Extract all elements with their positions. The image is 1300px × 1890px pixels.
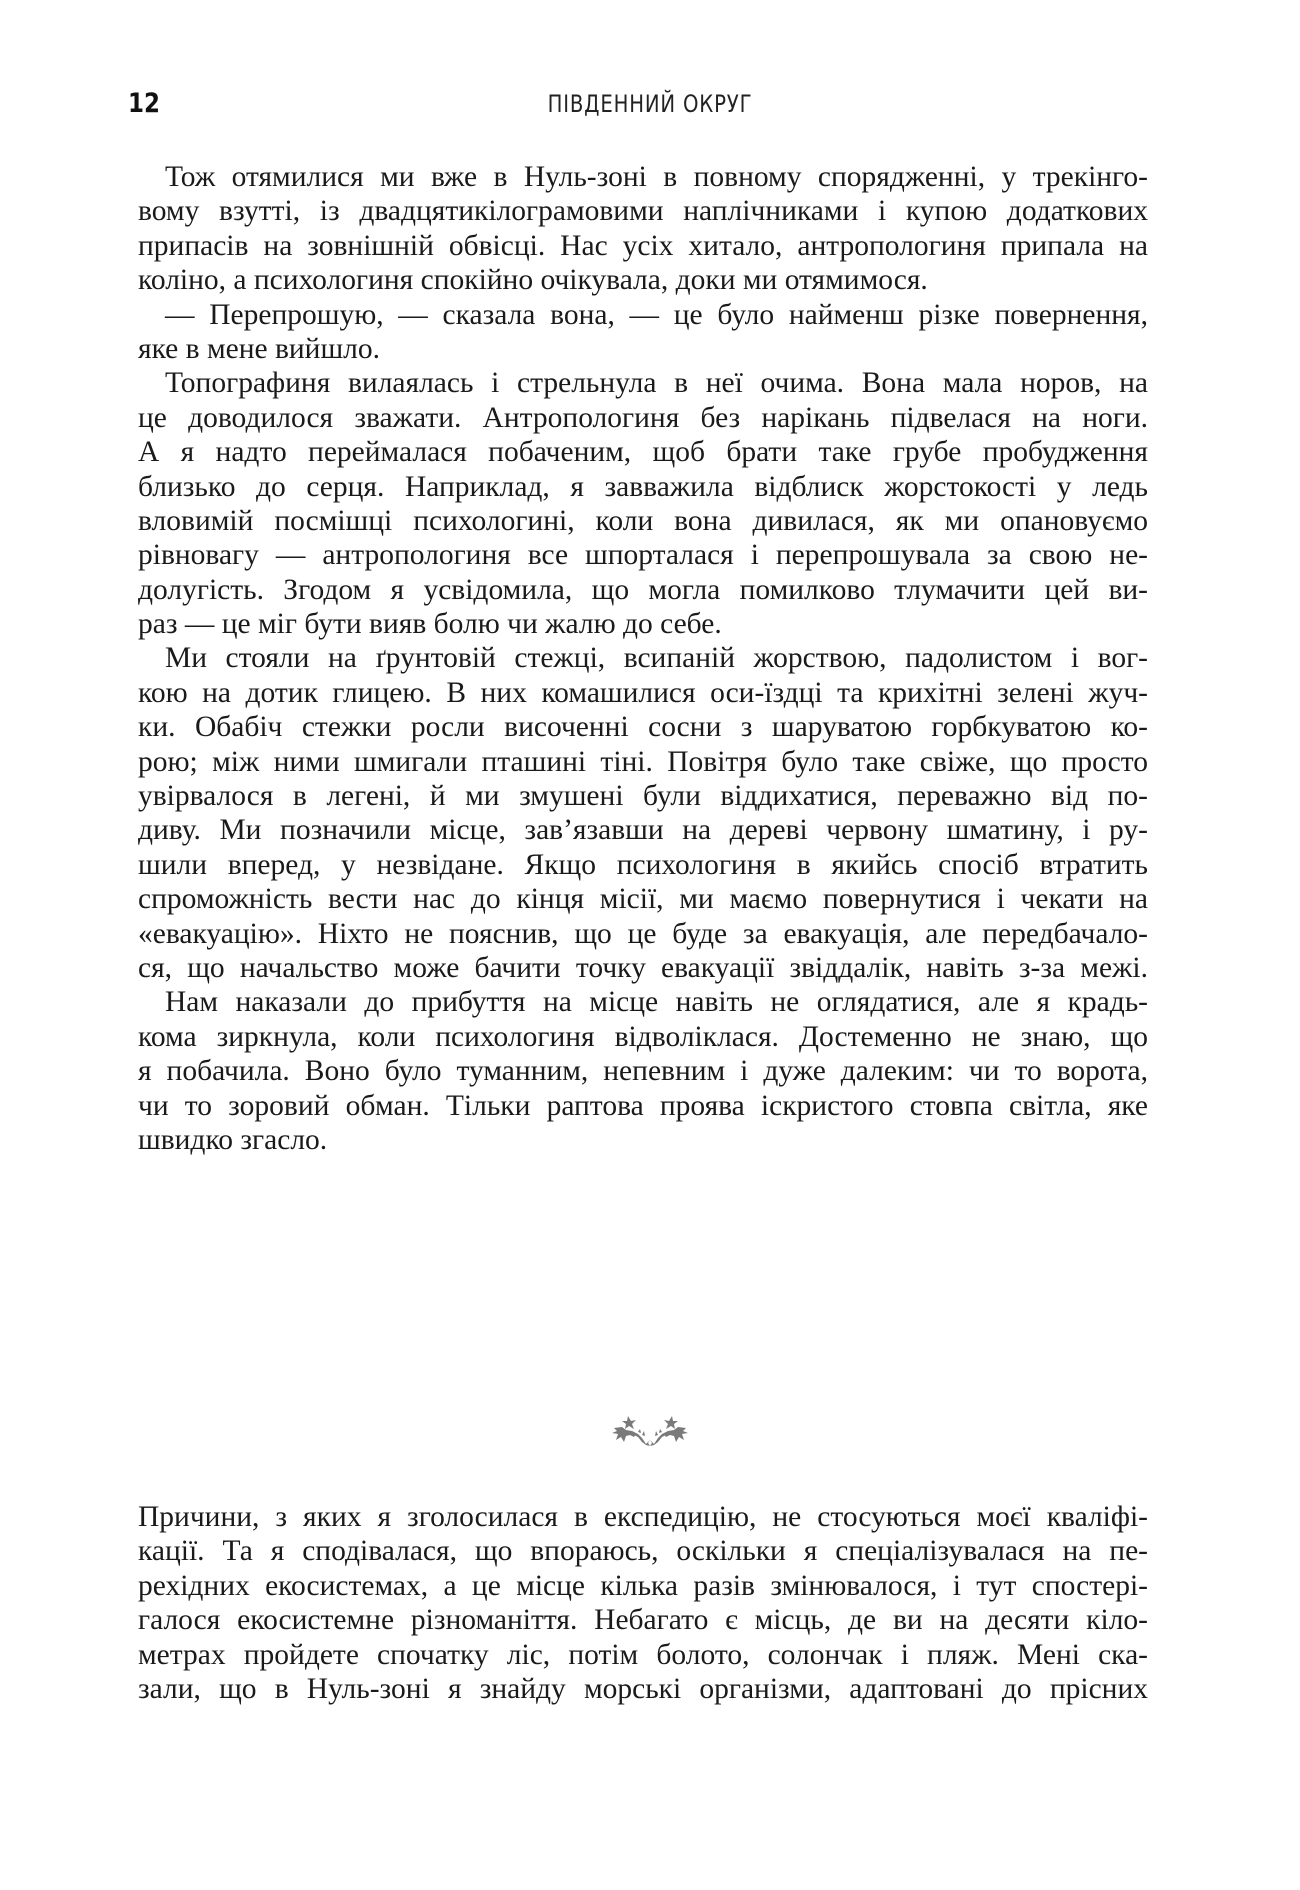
text-line: рівновагу — антропологиня все шпорталася і перепрошувала за свою не- (138, 539, 1148, 572)
text-line: кома зиркнула, коли психологиня відволіклася. Достеменно не знаю, що (138, 1020, 1148, 1053)
text-line: швидко згасло. (138, 1123, 328, 1156)
text-line: Нам наказали до прибуття на місце навіть не оглядатися, але я крадь- (165, 986, 1148, 1019)
text-line: увірвалося в легені, й ми змушені були віддихатися, переважно від по- (138, 780, 1148, 813)
text-line: галося екосистемне різноманіття. Небагато є місць, де ви на десяти кіло- (138, 1604, 1148, 1637)
page-number: 12 (128, 88, 160, 119)
text-line: вому взутті, із двадцятикілограмовими наплічниками і купою додаткових (138, 195, 1148, 228)
text-line: коліно, а психологиня спокійно очікувала, доки ми отямимося. (138, 264, 928, 297)
text-line: А я надто переймалася побаченим, щоб брати таке грубе пробудження (138, 436, 1148, 469)
text-line: близько до серця. Наприклад, я завважила відблиск жорстокості у ледь (138, 470, 1148, 503)
text-line: Тож отямилися ми вже в Нуль-зоні в повному спорядженні, у трекінго- (165, 161, 1148, 193)
text-line: ки. Обабіч стежки росли височенні сосни з шаруватою горбкуватою ко- (138, 711, 1148, 744)
text-line: долугість. Згодом я усвідомила, що могла помилково тлумачити цей ви- (138, 573, 1148, 606)
text-line: спроможність вести нас до кінця місії, ми маємо повернутися і чекати на (138, 883, 1148, 916)
text-line: я побачила. Воно було туманним, непевним і дуже далеким: чи то ворота, (138, 1055, 1148, 1088)
text-line: Топографиня вилаялась і стрельнула в неї очима. Вона мала норов, на (165, 367, 1148, 400)
text-line: «евакуацію». Ніхто не пояснив, що це буде за евакуація, але передбачало- (138, 917, 1148, 950)
section-2-text (138, 1500, 1148, 1706)
floral-ornament-icon (612, 1412, 688, 1448)
text-line: Ми стояли на ґрунтовій стежці, всипаній жорствою, падолистом і вог- (165, 642, 1148, 675)
text-line: рою; між ними шмигали пташині тіні. Повітря було таке свіже, що просто (138, 745, 1148, 778)
running-title: ПІВДЕННИЙ ОКРУГ (547, 90, 753, 118)
text-line: — Перепрошую, — сказала вона, — це було найменш різке повернення, (165, 298, 1148, 331)
text-line: рехідних екосистемах, а це місце кілька разів змінювалося, і тут спостері- (138, 1569, 1148, 1602)
text-line: ся, що начальство може бачити точку евакуації звіддалік, навіть з-за межі. (138, 951, 1148, 984)
text-line: Причини, з яких я зголосилася в експедицію, не стосуються моєї кваліфі- (138, 1501, 1148, 1533)
text-line: припасів на зовнішній обвісці. Нас усіх хитало, антропологиня припала на (138, 229, 1148, 262)
text-line: раз — це міг бути вияв болю чи жалю до себе. (138, 608, 722, 641)
text-line: кації. Та я сподівалася, що впораюсь, оскільки я спеціалізувалася на пе- (138, 1535, 1148, 1568)
text-line: вловимій посмішці психологині, коли вона дивилася, як ми опановуємо (138, 504, 1148, 537)
text-line: кою на дотик глицею. В них комашилися оси-їздці та крихітні зелені жуч- (138, 676, 1148, 709)
text-line: зали, що в Нуль-зоні я знайду морські організми, адаптовані до прісних (138, 1672, 1148, 1705)
text-line: чи то зоровий обман. Тільки раптова проява іскристого стовпа світла, яке (138, 1089, 1148, 1122)
running-head (0, 88, 1300, 128)
text-line: метрах пройдете спочатку ліс, потім болото, солончак і пляж. Мені ска- (138, 1638, 1148, 1671)
section-1-text (138, 160, 1148, 1157)
text-line: шили вперед, у незвідане. Якщо психологиня в якийсь спосіб втратить (138, 848, 1148, 881)
text-line: це доводилося зважати. Антропологиня без нарікань підвелася на ноги. (138, 401, 1148, 434)
section-break (0, 1409, 1300, 1451)
text-line: диву. Ми позначили місце, зав’язавши на дереві червону шматину, і ру- (138, 814, 1148, 847)
text-line: яке в мене вийшло. (138, 332, 381, 365)
